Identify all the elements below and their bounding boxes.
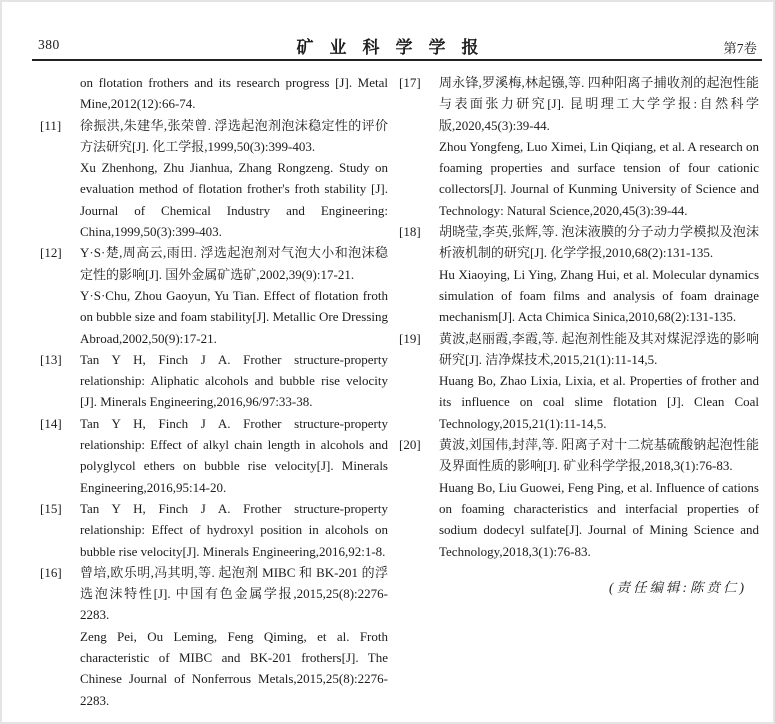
reference-body	[80, 242, 388, 348]
page-header	[2, 2, 773, 59]
reference-text-en: Tan Y H, Finch J A. Frother structure-property relationship: Effect of hydroxyl position in alcohols on bubble rise velocity[J]. Minerals Engineering,2016,92:1-8.	[80, 500, 388, 559]
reference-body	[80, 115, 388, 243]
reference-number: [13]	[40, 351, 62, 367]
right-column	[399, 72, 759, 711]
reference-text-en: Huang Bo, Zhao Lixia, Lixia, et al. Properties of frother and its influence on coal slime flotation [J]. Clean Coal Technology,2015,21(1):11-14,5.	[439, 373, 759, 431]
reference-entry-16	[40, 562, 388, 711]
reference-number: [12]	[40, 245, 62, 261]
reference-entry-20	[399, 434, 759, 562]
reference-body	[439, 72, 759, 221]
reference-text-en: on flotation frothers and its research progress [J]. Metal Mine,2012(12):66-74.	[80, 75, 388, 112]
reference-text-en: Xu Zhenhong, Zhu Jianhua, Zhang Rongzeng. Study on evaluation method of flotation frother's froth stability [J]. Journal of Chemical Industry and Engineering: China,1999,50(3):399-403.	[80, 160, 388, 240]
reference-entry-11	[40, 115, 388, 243]
reference-body	[80, 413, 388, 498]
page-number: 380	[38, 37, 60, 52]
reference-text-cn: 徐振洪,朱建华,张荣曾. 浮选起泡剂泡沫稳定性的评价方法研究[J]. 化工学报,1999,50(3):399-403.	[80, 117, 388, 154]
journal-title: 矿业科学学报	[296, 38, 495, 57]
reference-entry-10-continuation	[40, 72, 388, 115]
reference-body	[80, 498, 388, 562]
reference-text-en: Hu Xiaoying, Li Ying, Zhang Hui, et al. Molecular dynamics simulation of foam films and analysis of foam drainage mechanism[J]. Acta Chimica Sinica,2010,68(2):131-135.	[439, 266, 759, 325]
reference-number: [18]	[399, 224, 421, 240]
reference-entry-12	[40, 242, 388, 348]
reference-text-cn: 黄波,赵丽霞,李霞,等. 起泡剂性能及其对煤泥浮选的影响研究[J]. 洁净煤技术,2015,21(1):11-14,5.	[439, 330, 759, 367]
reference-body	[80, 349, 388, 413]
left-column	[40, 72, 388, 711]
reference-entry-14	[40, 413, 388, 498]
reference-text-en: Tan Y H, Finch J A. Frother structure-property relationship: Effect of alkyl chain length in alcohols and polyglycol ethers on bubble rise velocity[J]. Minerals Engineering,2016,95:14-20.	[80, 415, 388, 495]
reference-number: [11]	[40, 117, 62, 133]
reference-text-en: Huang Bo, Liu Guowei, Feng Ping, et al. Influence of cations on foaming characteristics and interfacial properties of sodium dodecyl sulfate[J]. Journal of Mining Science and Technology,2018,3(1):76-83.	[439, 479, 759, 559]
reference-text-cn: Y·S·楚,周高云,雨田. 浮选起泡剂对气泡大小和泡沫稳定性的影响[J]. 国外金属矿选矿,2002,39(9):17-21.	[80, 245, 388, 282]
reference-text-cn: 曾培,欧乐明,冯其明,等. 起泡剂 MIBC 和 BK-201 的浮选泡沫特性[J]. 中国有色金属学报,2015,25(8):2276-2283.	[80, 564, 388, 623]
reference-text-en: Y·S·Chu, Zhou Gaoyun, Yu Tian. Effect of flotation froth on bubble size and foam stability[J]. Metallic Ore Dressing Abroad,2002,50(9):17-21.	[80, 287, 388, 346]
reference-entry-18	[399, 221, 759, 327]
reference-entry-19	[399, 328, 759, 434]
reference-entry-17	[399, 72, 759, 221]
reference-body	[439, 434, 759, 562]
reference-number: [17]	[399, 75, 421, 90]
references-section	[40, 72, 759, 711]
reference-text-en: Zhou Yongfeng, Luo Ximei, Lin Qiqiang, et al. A research on foaming properties and surface tension of four cationic collectors[J]. Journal of Kunming University of Science and Technology: Natural Science,2020,45(3):39-44.	[439, 138, 759, 218]
reference-body	[80, 562, 388, 711]
reference-text-en: Zeng Pei, Ou Leming, Feng Qiming, et al. Froth characteristic of MIBC and BK-201 frothers[J]. The Chinese Journal of Nonferrous Metals,2015,25(8):2276-2283.	[80, 628, 388, 708]
reference-entry-15	[40, 498, 388, 562]
reference-entry-13	[40, 349, 388, 413]
reference-number: [16]	[40, 564, 62, 580]
reference-text-cn: 黄波,刘国伟,封萍,等. 阳离子对十二烷基硫酸钠起泡性能及界面性质的影响[J]. 矿业科学学报,2018,3(1):76-83.	[439, 437, 759, 474]
reference-text-cn: 周永锋,罗溪梅,林起镪,等. 四种阳离子捕收剂的起泡性能与表面张力研究[J]. 昆明理工大学学报:自然科学版,2020,45(3):39-44.	[439, 75, 759, 133]
reference-number: [20]	[399, 437, 421, 453]
volume-label: 第7卷	[723, 41, 757, 56]
reference-body	[439, 221, 759, 327]
reference-text-en: Tan Y H, Finch J A. Frother structure-property relationship: Aliphatic alcohols and bubble rise velocity [J]. Minerals Engineering,2016,96/97:33-38.	[80, 351, 388, 410]
reference-number: [19]	[399, 330, 421, 346]
reference-number: [14]	[40, 415, 62, 431]
reference-body	[439, 328, 759, 434]
editor-note: (责任编辑:陈贲仁)	[609, 579, 747, 595]
header-rule	[32, 59, 762, 61]
reference-number: [15]	[40, 500, 62, 516]
reference-text-cn: 胡晓莹,李英,张辉,等. 泡沫液膜的分子动力学模拟及泡沫析液机制的研究[J]. 化学学报,2010,68(2):131-135.	[439, 224, 759, 261]
reference-body	[80, 72, 388, 115]
reference-number	[40, 72, 80, 115]
